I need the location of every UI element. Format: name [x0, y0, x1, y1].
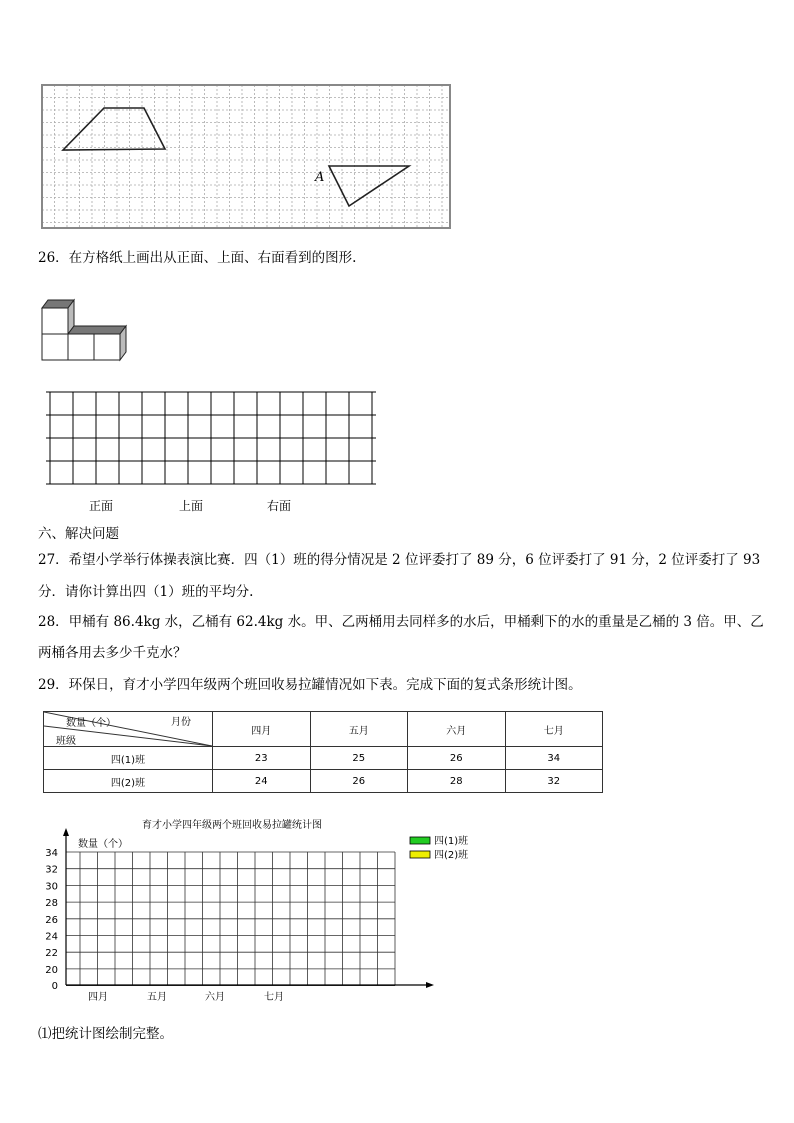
- bar-chart: [30, 810, 500, 1010]
- view-label-right: 右面: [267, 499, 292, 513]
- trapezoid-shape: [63, 108, 165, 150]
- point-label-a: A: [315, 170, 325, 185]
- legend-swatch-class2: [410, 851, 430, 858]
- table-cell: 25: [310, 747, 408, 770]
- dotted-grid: [42, 85, 450, 228]
- corner-quantity-label: 数量（个）: [66, 718, 116, 729]
- question-27-line1: 27．希望小学举行体操表演比赛．四（1）班的得分情况是 2 位评委打了 89 分，6 位评委打了 91 分，2 位评委打了 93: [38, 552, 761, 568]
- y-tick-label: 32: [45, 864, 58, 876]
- data-table: [43, 711, 603, 793]
- table-row-class: 四(2)班: [44, 770, 213, 793]
- triangle-shape: [329, 166, 409, 206]
- chart-grid: [66, 852, 395, 986]
- table-cell: 32: [505, 770, 603, 793]
- table-cell: 23: [213, 747, 311, 770]
- legend-label-class1: 四(1)班: [434, 836, 469, 847]
- y-tick-label: 0: [51, 981, 58, 992]
- y-tick-label: 26: [45, 914, 58, 926]
- corner-month-label: 月份: [171, 717, 191, 728]
- shape-grid-figure: [0, 0, 794, 240]
- table-cell: 24: [213, 770, 311, 793]
- y-tick-label: 22: [45, 948, 58, 960]
- y-tick-label: 20: [45, 964, 58, 976]
- legend-swatch-class1: [410, 837, 430, 844]
- chart-title: 育才小学四年级两个班回收易拉罐统计图: [142, 820, 322, 831]
- y-axis-arrow: [63, 828, 69, 836]
- table-corner-cell: [44, 712, 213, 747]
- table-row-class: 四(1)班: [44, 747, 213, 770]
- view-label-top: 上面: [179, 499, 204, 513]
- table-header-month: 七月: [505, 712, 603, 747]
- cube-solid-figure: [38, 294, 138, 364]
- legend-label-class2: 四(2)班: [434, 850, 469, 861]
- question-29: 29．环保日，育才小学四年级两个班回收易拉罐情况如下表。完成下面的复式条形统计图。: [38, 677, 582, 693]
- table-header-month: 六月: [408, 712, 506, 747]
- question-26: 26．在方格纸上画出从正面、上面、右面看到的图形.: [38, 250, 357, 266]
- x-category-label: 六月: [205, 992, 225, 1003]
- table-header-month: 五月: [310, 712, 408, 747]
- view-label-front: 正面: [89, 499, 114, 513]
- question-28-line1: 28．甲桶有 86.4kg 水，乙桶有 62.4kg 水。甲、乙两桶用去同样多的水后，甲桶剩下的水的重量是乙桶的 3 倍。甲、乙: [38, 614, 764, 630]
- subquestion-1: ⑴把统计图绘制完整。: [38, 1026, 173, 1042]
- table-header-month: 四月: [213, 712, 311, 747]
- y-tick-label: 28: [45, 898, 58, 910]
- grid-border: [42, 85, 450, 228]
- corner-class-label: 班级: [56, 736, 76, 747]
- table-cell: 26: [408, 747, 506, 770]
- y-tick-label: 24: [45, 931, 58, 943]
- table-row: [44, 747, 603, 770]
- x-category-label: 七月: [264, 992, 284, 1003]
- answer-grid[interactable]: [46, 390, 376, 486]
- y-tick-label: 34: [45, 848, 58, 859]
- x-axis-arrow: [426, 982, 434, 988]
- table-cell: 28: [408, 770, 506, 793]
- table-row: [44, 770, 603, 793]
- table-cell: 26: [310, 770, 408, 793]
- chart-ylabel: 数量（个）: [78, 839, 128, 850]
- x-category-label: 四月: [88, 992, 108, 1003]
- y-tick-label: 30: [45, 881, 58, 893]
- question-27-line2: 分．请你计算出四（1）班的平均分.: [38, 584, 254, 600]
- x-category-label: 五月: [147, 992, 167, 1003]
- table-cell: 34: [505, 747, 603, 770]
- question-28-line2: 两桶各用去多少千克水？: [38, 645, 187, 661]
- section-title: 六、解决问题: [38, 526, 119, 542]
